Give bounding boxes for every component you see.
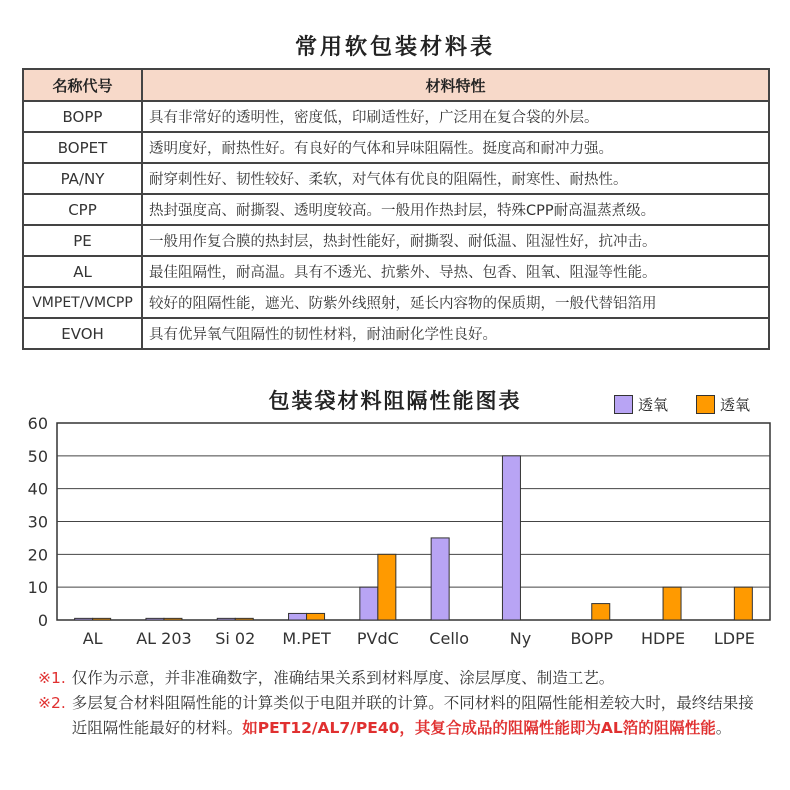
legend-swatch-orange	[696, 395, 715, 414]
note-mark: ※1.	[38, 669, 66, 687]
bar	[289, 613, 307, 620]
note-text: 多层复合材料阻隔性能的计算类似于电阻并联的计算。不同材料的阻隔性能相差较大时，最终结果接近阻隔性能最好的材料。	[71, 694, 754, 737]
material-desc: 一般用作复合膜的热封层，热封性能好，耐撕裂、耐低温、阻湿性好，抗冲击。	[142, 225, 769, 256]
bar	[307, 613, 325, 620]
note-text: 仅作为示意，并非准确数字，准确结果关系到材料厚度、涂层厚度、制造工艺。	[71, 669, 615, 687]
note-highlight: 如PET12/AL7/PE40，其复合成品的阻隔性能即为AL箔的阻隔性能	[242, 719, 716, 737]
bar	[502, 456, 520, 620]
x-tick-label: LDPE	[713, 629, 755, 648]
note-2	[38, 691, 768, 741]
x-tick-label: HDPE	[640, 629, 686, 648]
bar	[75, 618, 93, 620]
material-desc: 具有优异氧气阻隔性的韧性材料，耐油耐化学性良好。	[142, 318, 769, 349]
x-tick-label: Cello	[429, 629, 470, 648]
y-tick-label: 20	[27, 545, 48, 565]
bar	[360, 587, 378, 620]
x-tick-label: Ny	[509, 629, 532, 648]
bar	[164, 618, 182, 620]
table-row	[23, 132, 769, 163]
legend-label: 透氧	[720, 396, 751, 414]
x-tick-label: Si 02	[215, 629, 256, 648]
x-tick-label: BOPP	[570, 629, 614, 648]
table-row	[23, 101, 769, 132]
material-name: PA/NY	[23, 163, 142, 194]
legend-item-1	[614, 394, 668, 415]
material-desc: 热封强度高、耐撕裂、透明度较高。一般用作热封层，特殊CPP耐高温蒸煮级。	[142, 194, 769, 225]
legend-item-2	[696, 394, 750, 415]
material-name: PE	[23, 225, 142, 256]
table-row	[23, 256, 769, 287]
bar	[734, 587, 752, 620]
material-desc: 耐穿刺性好、韧性较好、柔软，对气体有优良的阻隔性，耐寒性、耐热性。	[142, 163, 769, 194]
material-desc: 较好的阻隔性能，遮光、防紫外线照射，延长内容物的保质期，一般代替铝箔用	[142, 287, 769, 318]
x-tick-label: AL	[82, 629, 103, 648]
x-tick-label: M.PET	[282, 629, 331, 648]
notes	[38, 666, 768, 741]
y-tick-label: 60	[27, 415, 48, 433]
material-name: CPP	[23, 194, 142, 225]
material-desc: 具有非常好的透明性，密度低，印刷适性好，广泛用在复合袋的外层。	[142, 101, 769, 132]
material-name: BOPET	[23, 132, 142, 163]
bar	[217, 618, 235, 620]
barrier-chart	[0, 415, 790, 655]
bar	[592, 604, 610, 620]
legend-label: 透氧	[638, 396, 669, 414]
chart-title: 包装袋材料阻隔性能图表	[268, 389, 522, 413]
y-tick-label: 0	[37, 611, 48, 630]
table-title: 常用软包装材料表	[294, 35, 495, 60]
bar	[663, 587, 681, 620]
x-tick-label: PVdC	[356, 629, 399, 648]
material-name: VMPET/VMCPP	[23, 287, 142, 318]
table-row	[23, 194, 769, 225]
header-name: 名称代号	[23, 69, 142, 101]
material-desc: 透明度好，耐热性好。有良好的气体和异味阻隔性。挺度高和耐冲力强。	[142, 132, 769, 163]
bar	[431, 538, 449, 620]
bar	[235, 618, 253, 620]
x-tick-label: AL 203	[136, 629, 192, 648]
bar	[378, 554, 396, 620]
y-tick-label: 10	[27, 578, 48, 598]
note-1	[38, 666, 768, 691]
note-mark: ※2.	[38, 694, 66, 712]
header-desc: 材料特性	[142, 69, 769, 101]
table-row	[23, 318, 769, 349]
y-tick-label: 50	[27, 446, 48, 466]
materials-table	[22, 68, 770, 350]
material-name: EVOH	[23, 318, 142, 349]
y-tick-label: 30	[27, 512, 48, 532]
material-name: BOPP	[23, 101, 142, 132]
table-header-row	[23, 69, 769, 101]
y-tick-label: 40	[27, 479, 48, 499]
bar	[146, 618, 164, 620]
note-tail: 。	[715, 719, 732, 737]
legend-swatch-purple	[614, 395, 633, 414]
material-desc: 最佳阻隔性，耐高温。具有不透光、抗紫外、导热、包香、阻氧、阻湿等性能。	[142, 256, 769, 287]
table-row	[23, 287, 769, 318]
table-row	[23, 225, 769, 256]
table-row	[23, 163, 769, 194]
bar	[93, 618, 111, 620]
material-name: AL	[23, 256, 142, 287]
